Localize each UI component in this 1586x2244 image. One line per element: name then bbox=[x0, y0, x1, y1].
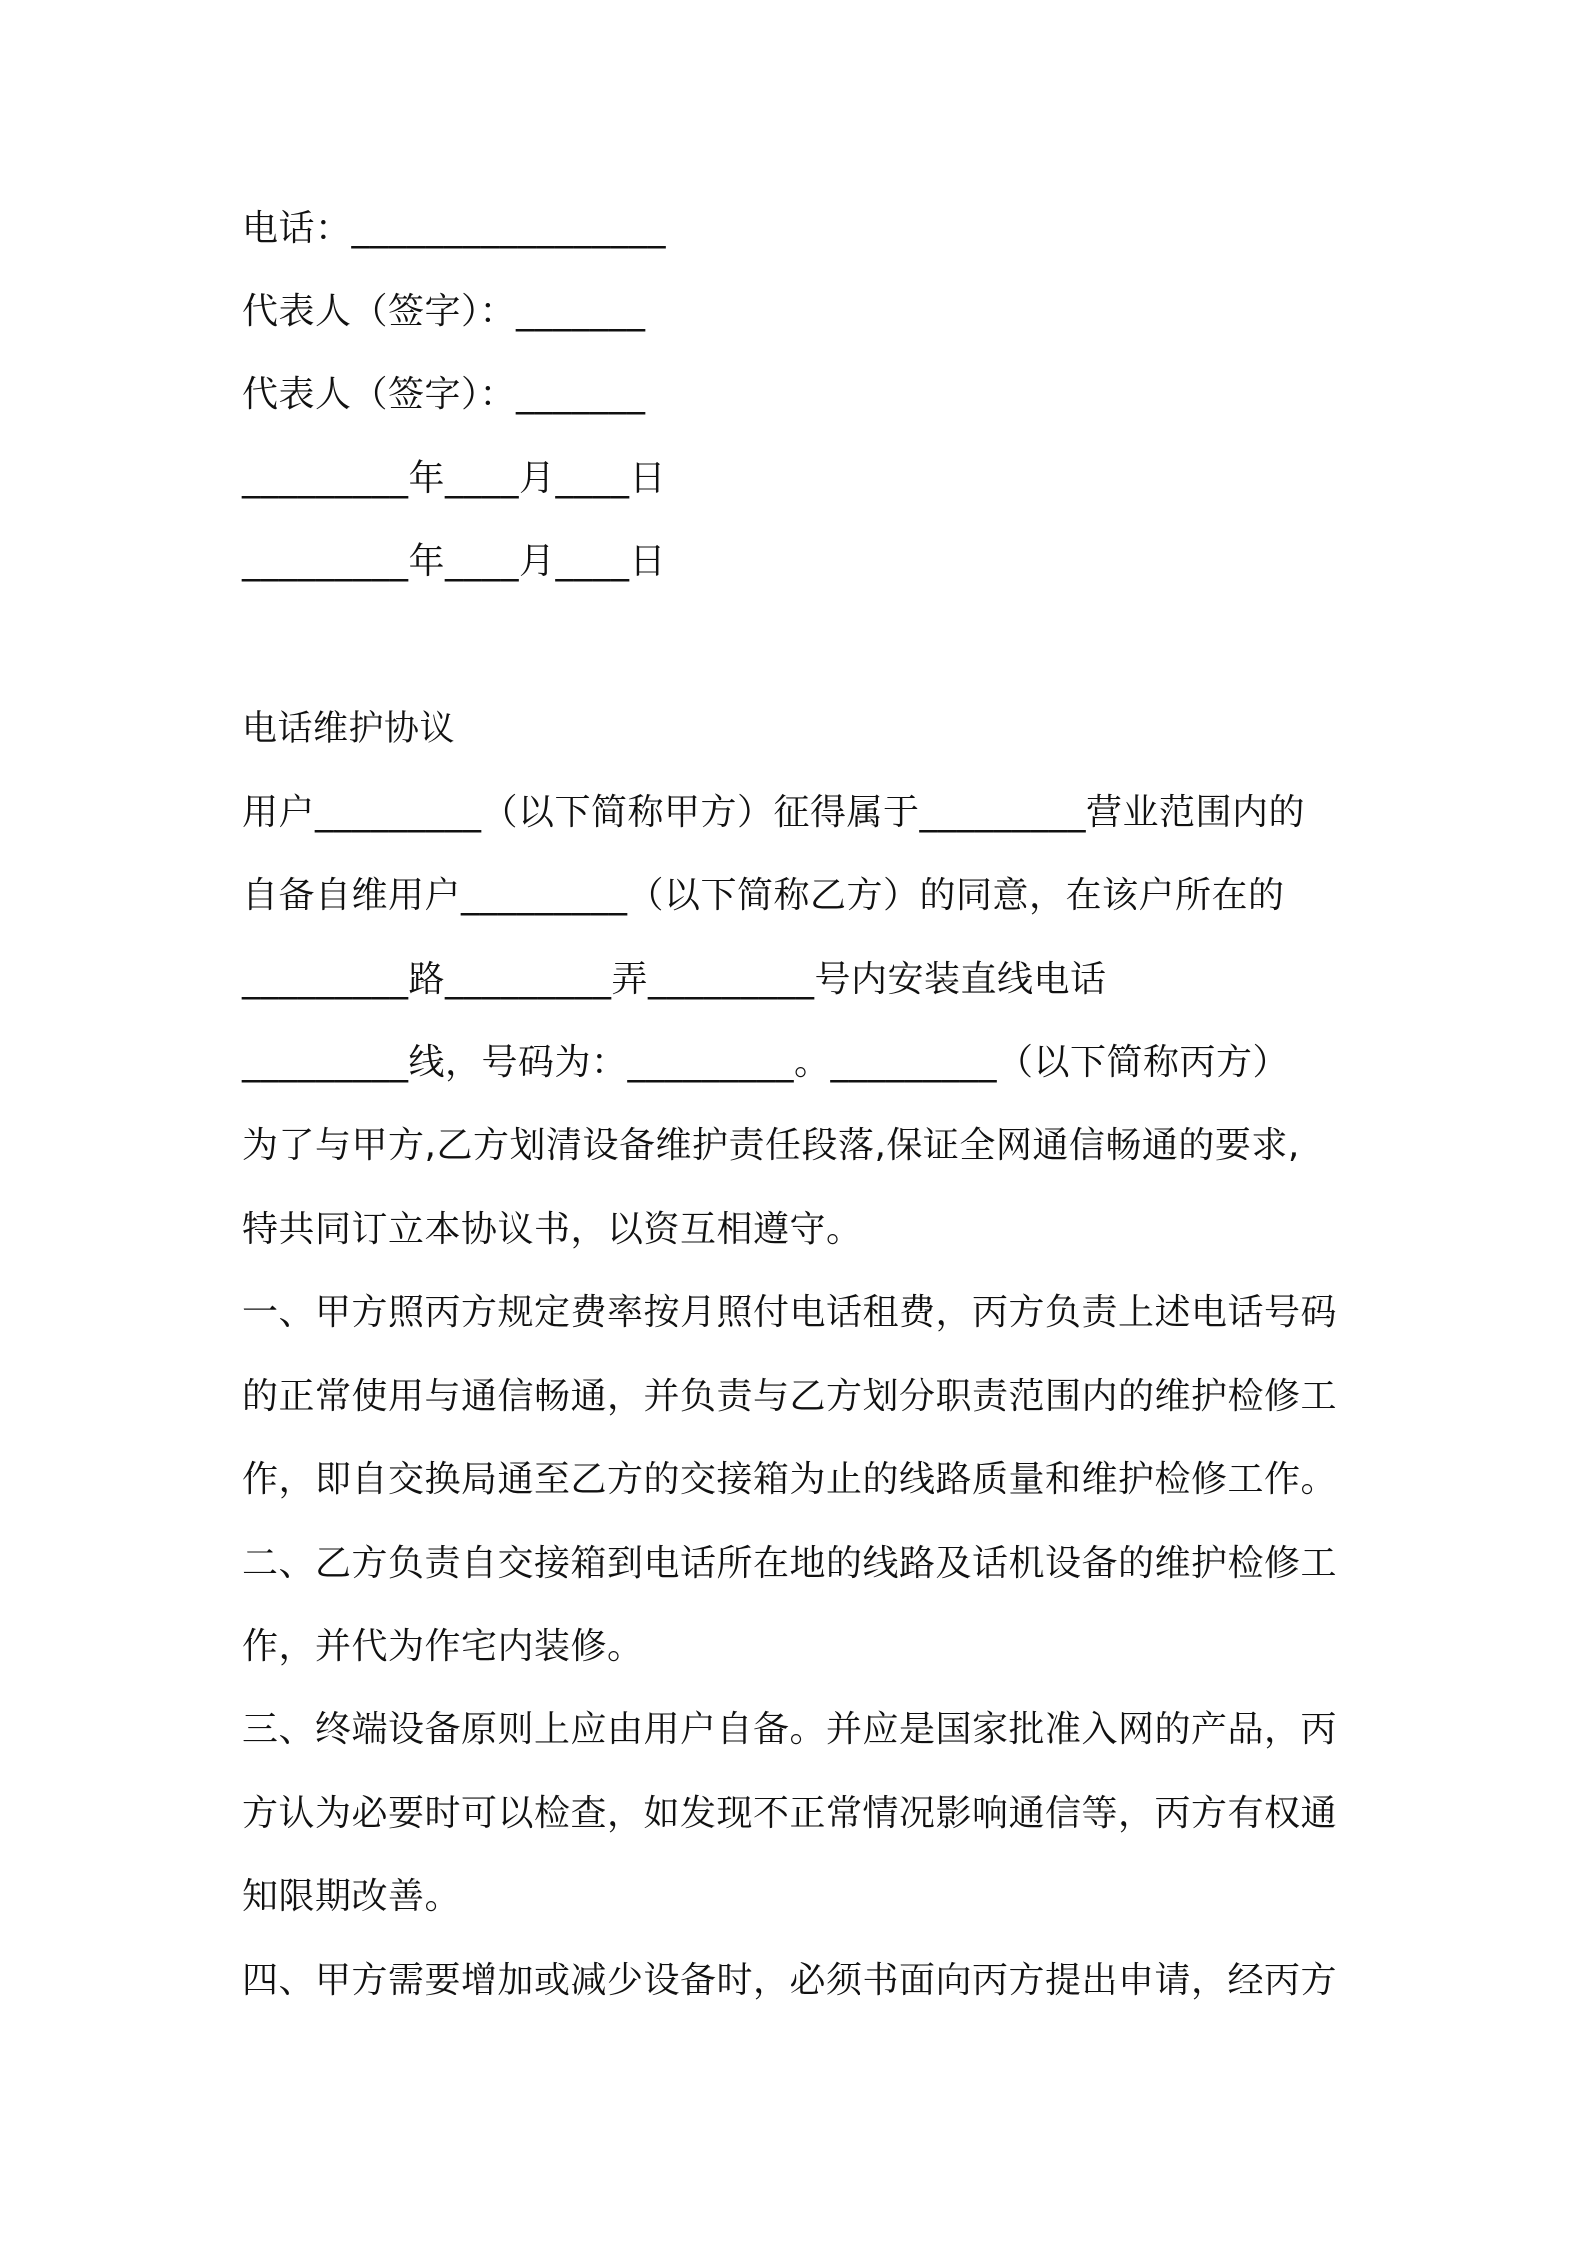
clause-three-line: 方认为必要时可以检查，如发现不正常情况影响通信等，丙方有权通 bbox=[242, 1793, 1338, 1834]
phone-line: 电话：_________________ bbox=[242, 208, 667, 249]
representative-signature-line: 代表人（签字）：_______ bbox=[242, 374, 646, 415]
representative-signature-line: 代表人（签字）：_______ bbox=[242, 291, 646, 332]
body-line: 自备自维用户_________（以下简称乙方）的同意，在该户所在的 bbox=[242, 875, 1285, 916]
clause-three-line: 三、终端设备原则上应由用户自备。并应是国家批准入网的产品，丙 bbox=[242, 1709, 1338, 1750]
clause-one-line: 一、甲方照丙方规定费率按月照付电话租费，丙方负责上述电话号码 bbox=[242, 1292, 1338, 1333]
body-line: 为了与甲方,乙方划清设备维护责任段落,保证全网通信畅通的要求, bbox=[242, 1125, 1300, 1166]
clause-two-line: 二、乙方负责自交接箱到电话所在地的线路及话机设备的维护检修工 bbox=[242, 1543, 1338, 1584]
body-line: _________线，号码为：_________。_________（以下简称丙方） bbox=[242, 1042, 1290, 1083]
clause-one-line: 作，即自交换局通至乙方的交接箱为止的线路质量和维护检修工作。 bbox=[242, 1459, 1338, 1500]
body-line: 用户_________（以下简称甲方）征得属于_________营业范围内的 bbox=[242, 792, 1306, 833]
agreement-title: 电话维护协议 bbox=[242, 709, 456, 749]
body-line: _________路_________弄_________号内安装直线电话 bbox=[242, 959, 1107, 1000]
clause-four-line: 四、甲方需要增加或减少设备时，必须书面向丙方提出申请，经丙方 bbox=[242, 1960, 1338, 2001]
clause-three-line: 知限期改善。 bbox=[242, 1876, 462, 1917]
clause-two-line: 作，并代为作宅内装修。 bbox=[242, 1626, 644, 1667]
body-line: 特共同订立本协议书，以资互相遵守。 bbox=[242, 1209, 863, 1250]
date-line: _________年____月____日 bbox=[242, 458, 666, 499]
date-line: _________年____月____日 bbox=[242, 541, 666, 582]
clause-one-line: 的正常使用与通信畅通，并负责与乙方划分职责范围内的维护检修工 bbox=[242, 1376, 1338, 1417]
